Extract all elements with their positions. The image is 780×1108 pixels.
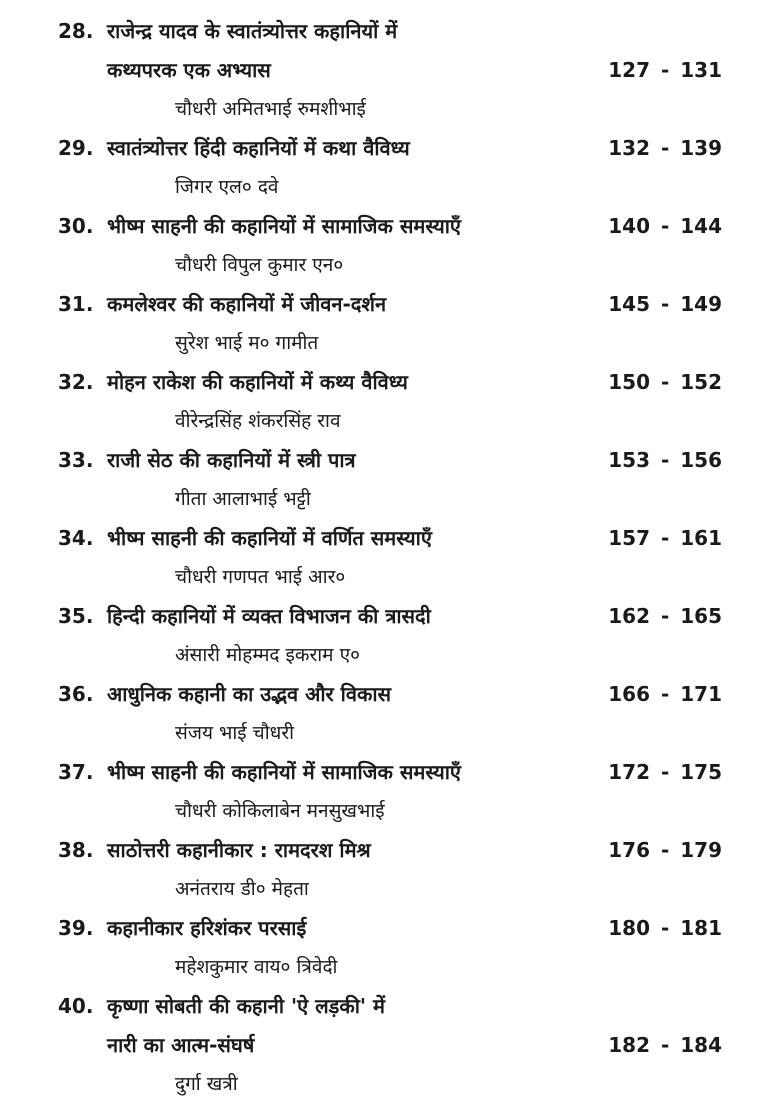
toc-author-line [0,792,780,831]
entry-author: अंसारी मोहम्मद इकराम ए० [175,644,360,666]
page-range: 145 - 149 [608,292,722,316]
page-range: 176 - 179 [608,838,722,862]
toc-title-line [0,753,780,792]
toc-entry [0,987,780,1104]
page-range: 150 - 152 [608,370,722,394]
entry-number: 34. [58,526,94,550]
toc-entry [0,441,780,519]
entry-title: राजेन्द्र यादव के स्वातंत्र्योत्तर कहानियों में [107,19,398,43]
toc-author-line [0,90,780,129]
toc-title-line [0,363,780,402]
entry-number: 28. [58,19,94,43]
toc-entry [0,909,780,987]
entry-title: कमलेश्वर की कहानियों में जीवन-दर्शन [107,292,387,316]
toc-author-line [0,636,780,675]
entry-number: 39. [58,916,94,940]
entry-author: संजय भाई चौधरी [175,722,295,744]
entry-title: साठोत्तरी कहानीकार : रामदरश मिश्र [107,838,371,862]
toc-entry [0,519,780,597]
toc-title-line [0,207,780,246]
toc-author-line [0,948,780,987]
entry-title: भीष्म साहनी की कहानियों में सामाजिक समस्याएँ [107,214,461,238]
entry-number: 38. [58,838,94,862]
entry-number: 40. [58,994,94,1018]
toc-title-line [0,129,780,168]
entry-number: 31. [58,292,94,316]
toc-author-line [0,480,780,519]
page-range: 182 - 184 [608,1033,722,1057]
entry-author: अनंतराय डी० मेहता [175,878,309,900]
toc-title-line [0,987,780,1026]
entry-author: चौधरी गणपत भाई आर० [175,566,346,588]
entry-author: चौधरी विपुल कुमार एन० [175,254,344,276]
page-range: 140 - 144 [608,214,722,238]
toc-title-line [0,831,780,870]
entry-title: भीष्म साहनी की कहानियों में सामाजिक समस्याएँ [107,760,461,784]
entry-author: सुरेश भाई म० गामीत [175,332,319,354]
page-range: 180 - 181 [608,916,722,940]
page-range: 153 - 156 [608,448,722,472]
entry-title: भीष्म साहनी की कहानियों में वर्णित समस्याएँ [107,526,432,550]
entry-number: 29. [58,136,94,160]
entry-number: 35. [58,604,94,628]
toc-entry [0,363,780,441]
entry-author: महेशकुमार वाय० त्रिवेदी [175,956,338,978]
entry-title: हिन्दी कहानियों में व्यक्त विभाजन की त्रासदी [107,604,431,628]
toc-entry [0,285,780,363]
entry-title: आधुनिक कहानी का उद्भव और विकास [107,682,392,706]
entry-author: गीता आलाभाई भट्टी [175,488,311,510]
entry-number: 36. [58,682,94,706]
table-of-contents [0,12,780,1104]
entry-number: 32. [58,370,94,394]
toc-title-line [0,597,780,636]
page-range: 162 - 165 [608,604,722,628]
toc-entry [0,207,780,285]
toc-title-line [0,12,780,51]
toc-title-line [0,285,780,324]
toc-entry [0,831,780,909]
toc-author-line [0,246,780,285]
entry-title: राजी सेठ की कहानियों में स्त्री पात्र [107,448,356,472]
toc-title-line [0,1026,780,1065]
entry-author: जिगर एल० दवे [175,176,279,198]
page-range: 172 - 175 [608,760,722,784]
entry-author: वीरेन्द्रसिंह शंकरसिंह राव [175,410,341,432]
entry-title: नारी का आत्म-संघर्ष [107,1033,255,1057]
entry-number: 30. [58,214,94,238]
toc-title-line [0,51,780,90]
entry-title: कृष्णा सोबती की कहानी 'ऐ लड़की' में [107,994,385,1018]
entry-number: 33. [58,448,94,472]
toc-author-line [0,324,780,363]
page-range: 132 - 139 [608,136,722,160]
toc-entry [0,753,780,831]
page-range: 157 - 161 [608,526,722,550]
page-range: 127 - 131 [608,58,722,82]
entry-title: स्वातंत्र्योत्तर हिंदी कहानियों में कथा वैविध्य [107,136,410,160]
entry-title: कहानीकार हरिशंकर परसाई [107,916,307,940]
toc-entry [0,675,780,753]
toc-author-line [0,1065,780,1104]
toc-title-line [0,441,780,480]
toc-entry [0,12,780,129]
toc-author-line [0,402,780,441]
entry-author: चौधरी अमितभाई रुमशीभाई [175,98,366,120]
toc-title-line [0,675,780,714]
toc-author-line [0,870,780,909]
toc-entry [0,597,780,675]
toc-title-line [0,909,780,948]
entry-author: दुर्गा खत्री [175,1073,238,1095]
toc-title-line [0,519,780,558]
toc-entry [0,129,780,207]
entry-author: चौधरी कोकिलाबेन मनसुखभाई [175,800,385,822]
toc-author-line [0,168,780,207]
entry-title: मोहन राकेश की कहानियों में कथ्य वैविध्य [107,370,408,394]
page-range: 166 - 171 [608,682,722,706]
toc-author-line [0,714,780,753]
toc-author-line [0,558,780,597]
entry-title: कथ्यपरक एक अभ्यास [107,58,271,82]
entry-number: 37. [58,760,94,784]
